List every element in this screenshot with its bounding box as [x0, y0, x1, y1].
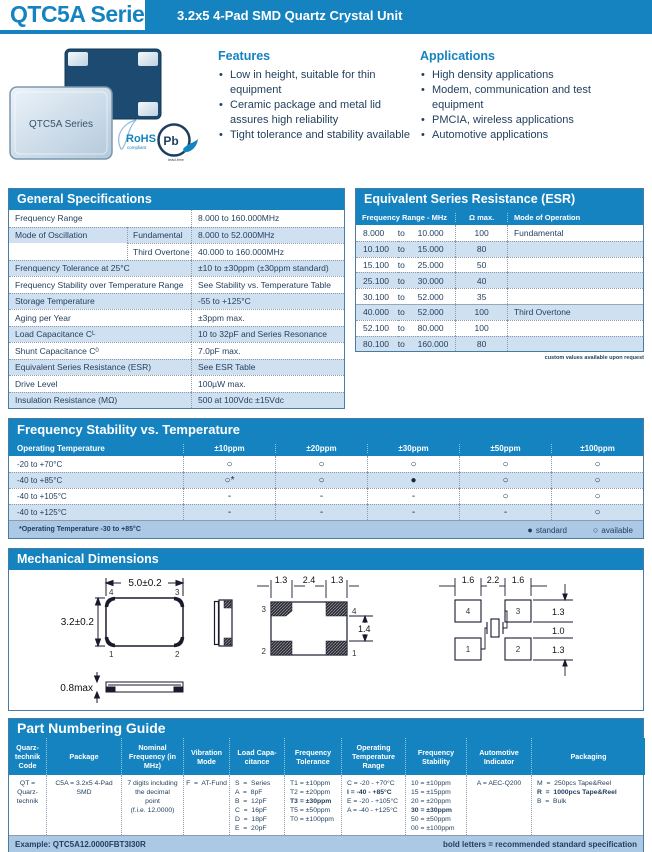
- spec-value: 8.000 to 52.000MHz: [191, 227, 344, 244]
- pin-number: 4: [352, 607, 357, 616]
- general-specifications-title: General Specifications: [9, 189, 344, 210]
- esr-to-word: to: [398, 304, 418, 320]
- pn-cell: [229, 775, 284, 835]
- legend-symbol: ●: [527, 524, 533, 535]
- spec-label: Storage Temperature: [9, 293, 191, 310]
- spec-label: Mode of Oscillation: [9, 227, 127, 244]
- spec-value: -55 to +125°C: [191, 293, 344, 310]
- pad-number: 3: [515, 607, 521, 616]
- stability-mark: -: [275, 504, 367, 520]
- table-row: [9, 276, 344, 293]
- spec-value: ±3ppm max.: [191, 309, 344, 326]
- pn-code-line: 20 = ±20ppm: [411, 798, 451, 805]
- page-title: QTC5A Series: [10, 1, 157, 27]
- pad-number: 2: [515, 645, 521, 654]
- pn-code-line: 10 = ±10ppm: [411, 780, 451, 787]
- esr-ohm-value: 50: [455, 257, 507, 273]
- general-specifications-table: [9, 210, 344, 408]
- spec-label: [9, 326, 191, 343]
- stability-mark: ○: [459, 472, 551, 488]
- pn-cell: [183, 775, 229, 835]
- pb-free-logo: [159, 125, 199, 163]
- pn-col-header: Vibration Mode: [183, 738, 229, 775]
- pn-code-line: (f.i.e. 12.0000): [130, 807, 175, 814]
- dim-thickness: 0.8max: [60, 683, 93, 694]
- pn-code-line: T5 = ±50ppm: [290, 807, 331, 814]
- esr-row: [356, 241, 643, 257]
- stability-mark: -: [183, 488, 275, 504]
- spec-label-text: Shunt Capacitance C: [15, 345, 96, 356]
- pin-number: 1: [352, 649, 357, 658]
- stability-mark: -: [367, 504, 459, 520]
- header-band: [145, 0, 652, 30]
- pn-code-line: D = 18pF: [235, 816, 267, 823]
- stability-temp-label: -20 to +70°C: [17, 459, 63, 469]
- pn-col-header: Operating Temperature Range: [341, 738, 405, 775]
- spec-label: Insulation Resistance (MΩ): [9, 392, 191, 409]
- table-row: [9, 293, 344, 310]
- spec-value: 8.000 to 160.000MHz: [191, 210, 344, 227]
- part-numbering-header-row: [9, 738, 643, 775]
- pn-cell: [466, 775, 531, 835]
- pn-code-line: technik: [16, 798, 39, 805]
- esr-ohm-value: 35: [455, 288, 507, 304]
- stability-row: [9, 488, 643, 504]
- esr-row: [356, 257, 643, 273]
- pn-code-line: C = -20 - +70°C: [347, 780, 395, 787]
- stability-col-ppm: ±10ppm: [183, 444, 275, 453]
- mechanical-drawing: [9, 570, 643, 710]
- applications-block: [420, 49, 644, 143]
- legend-symbol: ○: [592, 524, 599, 535]
- esr-header-row: [356, 210, 643, 225]
- crystal-front-chip: [10, 87, 112, 159]
- hero-row: [8, 45, 644, 187]
- dim-land: 1.6: [461, 575, 475, 585]
- esr-to-word: to: [398, 288, 418, 304]
- pn-col-header: Load Capa- citance: [229, 738, 284, 775]
- stability-mark: ○: [551, 488, 643, 504]
- stability-mark: ○: [551, 456, 643, 472]
- esr-freq-from: 15.100: [356, 257, 398, 273]
- package-side-profile: [95, 672, 184, 703]
- esr-row: [356, 288, 643, 304]
- esr-row: [356, 320, 643, 336]
- table-row: [9, 227, 344, 244]
- features-block: [218, 49, 416, 143]
- esr-mode-value: [507, 241, 643, 257]
- esr-freq-to: 25.000: [418, 257, 456, 273]
- dim-land: 2.2: [486, 575, 500, 585]
- dim-land: 1.6: [511, 575, 525, 585]
- stability-temp-label: -40 to +105°C: [9, 488, 183, 504]
- esr-mode-value: [507, 336, 643, 352]
- pn-code-line: SMD: [76, 789, 92, 796]
- dim-land-vertical: 1.3: [552, 607, 565, 617]
- pn-cell: [341, 775, 405, 835]
- legend-label: standard: [535, 525, 567, 535]
- pn-cell: [531, 775, 645, 835]
- pin-number: 2: [175, 650, 180, 659]
- stability-mark: -: [275, 488, 367, 504]
- esr-freq-to: 10.000: [417, 227, 444, 238]
- features-heading: Features: [218, 49, 271, 63]
- feature-item: • Tight tolerance and stability available: [218, 128, 416, 143]
- pn-code-line: S = Series: [235, 780, 271, 787]
- stability-row: [9, 472, 643, 488]
- pn-code-line: A = AEC-Q200: [476, 780, 522, 787]
- pin-number: 3: [175, 588, 180, 597]
- pn-code-line: A = -40 - +125°C: [347, 807, 398, 814]
- spec-label-subscript: L: [92, 331, 96, 338]
- pn-example: Example: QTC5A12.0000FBT3I30R: [15, 839, 146, 849]
- stability-col-ppm: ±50ppm: [459, 444, 551, 453]
- table-row: [9, 309, 344, 326]
- pn-col-header: Automotive Indicator: [466, 738, 531, 775]
- dim-pad: 1.3: [274, 575, 288, 585]
- esr-row: [356, 225, 643, 241]
- esr-note: custom values available upon request: [544, 355, 644, 362]
- table-row: [9, 260, 344, 277]
- pad-number: 1: [465, 645, 471, 654]
- stability-header-row: [9, 440, 643, 456]
- application-item: • PMCIA, wireless applications: [420, 113, 644, 128]
- esr-mode-value: [507, 288, 643, 304]
- page-header: [0, 0, 652, 34]
- spec-sublabel: Third Overtone: [127, 243, 191, 260]
- pn-col-header: Frequency Tolerance: [284, 738, 341, 775]
- product-photo: [8, 45, 218, 185]
- rohs-logo: [119, 120, 156, 150]
- pn-code-line: B = Bulk: [537, 798, 567, 805]
- package-side-view: [215, 600, 233, 646]
- stability-mark: -: [367, 488, 459, 504]
- part-numbering-footer: [9, 835, 643, 852]
- esr-ohm-value: 100: [455, 304, 507, 320]
- spec-value: 7.0pF max.: [191, 342, 344, 359]
- spec-value: 500 at 100Vdc ±15Vdc: [191, 392, 344, 409]
- esr-ohm-value: 80: [455, 336, 507, 352]
- application-item: • Modem, communication and test equipment: [420, 83, 644, 113]
- esr-col-mode: Mode of Operation: [507, 213, 643, 222]
- table-row: [9, 359, 344, 376]
- stability-col-ppm: ±20ppm: [275, 444, 367, 453]
- esr-freq-to: 15.000: [418, 241, 456, 257]
- pn-code-line: I = -40 - +85°C: [347, 789, 392, 796]
- legend-label: available: [601, 525, 633, 535]
- stability-col-ppm: ±30ppm: [367, 444, 459, 453]
- esr-to-word: to: [398, 272, 418, 288]
- spec-sublabel: Fundamental: [127, 227, 191, 244]
- application-item: • Automotive applications: [420, 128, 644, 143]
- spec-label: Drive Level: [9, 375, 191, 392]
- esr-freq-to: 52.000: [418, 288, 456, 304]
- esr-freq-from: 30.100: [356, 288, 398, 304]
- esr-mode-value: [507, 320, 643, 336]
- pin-number: 4: [109, 588, 114, 597]
- dim-land-vertical: 1.0: [552, 626, 565, 636]
- general-specifications-section: [8, 188, 345, 409]
- pn-cell: [405, 775, 466, 835]
- stability-legend: [527, 525, 633, 535]
- spec-label: Frenquency Tolerance at 25°C: [9, 260, 191, 277]
- pn-col-header: Frequency Stability: [405, 738, 466, 775]
- legend-entry: [527, 525, 567, 535]
- esr-section: [355, 188, 644, 361]
- table-row: [9, 392, 344, 409]
- stability-section: [8, 418, 644, 539]
- esr-ohm-value: 80: [455, 241, 507, 257]
- table-row: [9, 243, 344, 260]
- spec-label-text: Load Capacitance C: [15, 329, 93, 340]
- header-strip: [0, 30, 652, 34]
- stability-mark: ●: [367, 472, 459, 488]
- stability-footer: [9, 520, 643, 538]
- pn-cell: [284, 775, 341, 835]
- product-label: QTC5A Series: [29, 119, 93, 130]
- pn-code-line: T1 = ±10ppm: [290, 780, 331, 787]
- dim-pad: 1.3: [330, 575, 344, 585]
- stability-rows: [9, 456, 643, 520]
- applications-list: [420, 68, 644, 143]
- pn-cell: [121, 775, 183, 835]
- table-row: [9, 342, 344, 359]
- features-list: [218, 68, 416, 143]
- stability-mark: ○: [367, 456, 459, 472]
- pn-code-line: E = 20pF: [235, 825, 267, 832]
- stability-mark: ○: [183, 456, 275, 472]
- table-row: [9, 210, 344, 227]
- pn-code-line: T3 = ±30ppm: [290, 798, 332, 805]
- esr-mode-value: [507, 257, 643, 273]
- pn-col-header: Quarz-technik Code: [9, 738, 46, 775]
- stability-row: [9, 504, 643, 520]
- esr-to-word: to: [398, 320, 418, 336]
- esr-freq-to: 160.000: [418, 336, 456, 352]
- spec-label: [9, 342, 191, 359]
- rohs-text: RoHS: [126, 133, 156, 145]
- spec-label: [9, 243, 127, 260]
- pn-code-line: the decimal: [135, 789, 170, 796]
- pb-sub-text: lead-free: [168, 157, 184, 162]
- pin-number: 1: [109, 650, 114, 659]
- spec-value: See Stability vs. Temperature Table: [191, 276, 344, 293]
- part-numbering-section: [8, 718, 644, 852]
- pn-code-line: 00 = ±100ppm: [411, 825, 455, 832]
- stability-col-ppm: ±100ppm: [551, 444, 643, 453]
- pin-number: 2: [261, 647, 266, 656]
- pn-code-line: 50 = ±50ppm: [411, 816, 451, 823]
- stability-mark: -: [459, 504, 551, 520]
- esr-freq-from: 25.100: [356, 272, 398, 288]
- esr-title: Equivalent Series Resistance (ESR): [356, 189, 643, 210]
- stability-mark: ○*: [183, 472, 275, 488]
- stability-mark: ○: [459, 488, 551, 504]
- spec-label: Equivalent Series Resistance (ESR): [9, 359, 191, 376]
- pn-cell: [9, 775, 46, 835]
- stability-mark: ○: [275, 472, 367, 488]
- stability-mark: ○: [551, 504, 643, 520]
- pn-code-line: M = 250pcs Tape&Reel: [537, 780, 612, 787]
- application-item: • High density applications: [420, 68, 644, 83]
- dim-pad-vertical: 1.4: [358, 624, 371, 634]
- esr-table: [355, 188, 644, 352]
- spec-value: 40.000 to 160.000MHz: [191, 243, 344, 260]
- spec-value: 100µW max.: [191, 375, 344, 392]
- dim-width: 5.0±0.2: [128, 578, 162, 589]
- stability-temp-label: -40 to +125°C: [9, 504, 183, 520]
- esr-row: [356, 304, 643, 320]
- stability-mark: ○: [275, 456, 367, 472]
- esr-freq-from: 52.100: [356, 320, 398, 336]
- esr-freq-from: 40.000: [356, 304, 398, 320]
- spec-label: Frequency Range: [15, 213, 83, 224]
- pn-code-line: T0 = ±100ppm: [290, 816, 334, 823]
- esr-ohm-value: 100: [455, 225, 507, 241]
- pn-cell: [46, 775, 121, 835]
- page-subtitle: 3.2x5 4-Pad SMD Quartz Crystal Unit: [177, 7, 403, 23]
- esr-row: [356, 272, 643, 288]
- esr-freq-to: 80.000: [418, 320, 456, 336]
- esr-row: [356, 336, 643, 352]
- spec-label: Aging per Year: [9, 309, 191, 326]
- stability-mark: ○: [459, 456, 551, 472]
- esr-rows: [356, 225, 643, 351]
- esr-freq-from: 10.100: [356, 241, 398, 257]
- pn-code-line: 30 = ±30ppm: [411, 807, 452, 814]
- spec-value: See ESR Table: [191, 359, 344, 376]
- applications-heading: Applications: [420, 49, 496, 63]
- esr-to-word: to: [398, 257, 418, 273]
- table-row: [9, 326, 344, 343]
- spec-value: ±10 to ±30ppm (±30ppm standard): [191, 260, 344, 277]
- esr-mode-value: Fundamental: [507, 225, 643, 241]
- esr-to-word: to: [397, 227, 405, 238]
- mechanical-dimensions-title: Mechanical Dimensions: [9, 549, 643, 570]
- rohs-sub-text: compliant: [127, 145, 147, 150]
- pn-code-line: B = 12pF: [235, 798, 267, 805]
- mechanical-dimensions-section: [8, 548, 644, 711]
- pn-code-line: point: [145, 798, 160, 805]
- pn-col-header: Nominal Frequency (in MHz): [121, 738, 183, 775]
- esr-freq-to: 30.000: [418, 272, 456, 288]
- pn-code-line: C5A = 3.2x5 4-Pad: [55, 780, 113, 787]
- pad-number: 4: [465, 607, 471, 616]
- pn-col-header: Package: [46, 738, 121, 775]
- spec-value: 10 to 32pF and Series Resonance: [191, 326, 344, 343]
- stability-row: [9, 456, 643, 472]
- feature-item: • Low in height, suitable for thin equipment: [218, 68, 416, 98]
- esr-freq-from: 80.100: [356, 336, 398, 352]
- pb-text: Pb: [163, 134, 179, 148]
- stability-footnote: *Operating Temperature -30 to +85°C: [19, 526, 141, 533]
- pn-code-line: A = 8pF: [235, 789, 263, 796]
- stability-mark: ○: [551, 472, 643, 488]
- stability-temp-label: -40 to +85°C: [9, 472, 183, 488]
- pn-code-line: 15 = ±15ppm: [411, 789, 451, 796]
- part-numbering-body-row: [9, 775, 643, 835]
- pn-code-line: 7 digits including: [127, 780, 178, 787]
- dim-pad: 2.4: [302, 575, 316, 585]
- pn-col-header: Packaging: [531, 738, 645, 775]
- table-row: [9, 375, 344, 392]
- esr-ohm-value: 100: [455, 320, 507, 336]
- pn-code-line: T2 = ±20ppm: [290, 789, 331, 796]
- spec-label: Frequency Stability over Temperature Range: [9, 276, 191, 293]
- stability-mark: -: [183, 504, 275, 520]
- pn-code-line: C = 16pF: [235, 807, 267, 814]
- pn-code-line: R = 1000pcs Tape&Reel: [537, 789, 617, 796]
- pn-code-line: Quarz-: [17, 789, 38, 796]
- esr-mode-value: [507, 272, 643, 288]
- pn-code-line: QT =: [19, 780, 36, 787]
- esr-col-ohm: Ω max.: [455, 213, 507, 222]
- stability-title: Frequency Stability vs. Temperature: [9, 419, 643, 440]
- legend-entry: [593, 525, 633, 535]
- dim-height: 3.2±0.2: [60, 617, 94, 628]
- pn-bold-note: bold letters = recommended standard specification: [442, 839, 637, 849]
- esr-ohm-value: 40: [455, 272, 507, 288]
- feature-item: • Ceramic package and metal lid assures high reliability: [218, 98, 416, 128]
- pin-number: 3: [261, 605, 266, 614]
- esr-freq-from: 8.000: [363, 227, 385, 238]
- esr-freq-to: 52.000: [418, 304, 456, 320]
- part-numbering-title: Part Numbering Guide: [9, 719, 643, 738]
- pn-code-line: E = -20 - +105°C: [347, 798, 399, 805]
- esr-to-word: to: [398, 336, 418, 352]
- spec-label-subscript: 0: [95, 347, 99, 354]
- dim-land-vertical: 1.3: [552, 645, 565, 655]
- esr-col-frequency: Frequency Range - MHz: [362, 213, 448, 222]
- pn-code-line: F = AT-Fund: [186, 780, 227, 787]
- stability-col-temp: Operating Temperature: [17, 443, 105, 453]
- esr-to-word: to: [398, 241, 418, 257]
- esr-mode-value: Third Overtone: [507, 304, 643, 320]
- package-bottom-view: [257, 580, 373, 655]
